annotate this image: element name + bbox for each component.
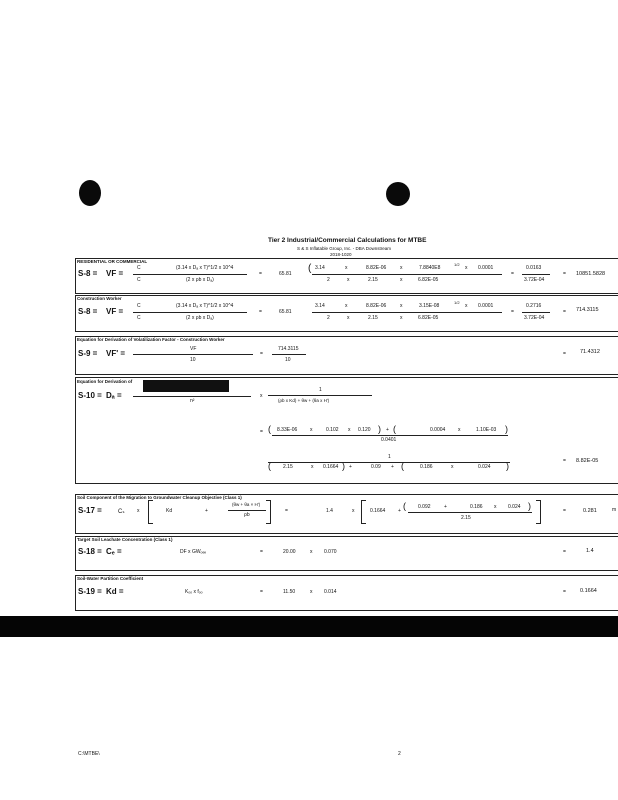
fraction-line xyxy=(133,274,247,275)
doc-year: 2018-1020 xyxy=(330,252,352,257)
fraction-line xyxy=(228,510,266,511)
section-label: Construction Worker xyxy=(77,296,122,301)
frac-den: ρb xyxy=(244,512,250,518)
formula-denominator: (2 x ρb x Dₐ) xyxy=(186,277,214,283)
result-value: 714.3115 xyxy=(576,307,599,313)
num-1: 3.14 xyxy=(315,303,325,309)
equals: = xyxy=(563,508,566,514)
paren-open: ( xyxy=(268,461,271,471)
equation-var: VF' = xyxy=(106,349,126,358)
equals: = xyxy=(511,309,514,315)
r2-v2: 0.102 xyxy=(326,427,339,433)
den-3: 6.82E-05 xyxy=(418,315,439,321)
c-den: C xyxy=(137,277,141,283)
equation-id: S-9 = xyxy=(78,349,98,358)
eq: = xyxy=(260,589,263,595)
r2-v3: 0.120 xyxy=(358,427,371,433)
formula: Kₒₒ x fₒₒ xyxy=(185,589,203,595)
r3-v1: 2.15 xyxy=(283,464,293,470)
num-4: 0.0001 xyxy=(478,265,494,271)
num-2: 8.82E-06 xyxy=(366,303,387,309)
page-number: 2 xyxy=(398,751,401,757)
fraction-line xyxy=(272,354,306,355)
fraction-line xyxy=(312,312,502,313)
equals: = xyxy=(563,271,566,277)
fraction-line xyxy=(133,354,253,355)
times: x xyxy=(260,393,263,399)
formula: DF x GWₒₑₑ xyxy=(180,549,207,555)
equation-id: S-8 = xyxy=(78,307,98,316)
op: x xyxy=(310,427,313,433)
plus: + xyxy=(398,508,401,514)
footer-path: C:\MTBE\ xyxy=(78,751,100,757)
equation-var: Dₐ = xyxy=(106,391,122,400)
c-den: C xyxy=(137,315,141,321)
equals: = xyxy=(563,589,566,595)
result-num: 0.0163 xyxy=(526,265,542,271)
formula-denominator: (2 x ρb x Dₐ) xyxy=(186,315,214,321)
r2-v5: 1.10E-03 xyxy=(476,427,497,433)
section-s19 xyxy=(75,575,618,611)
eq-sign: = xyxy=(259,309,262,315)
num-2: 8.82E-06 xyxy=(366,265,387,271)
op: x xyxy=(347,315,350,321)
equals: = xyxy=(563,309,566,315)
result-value: 71.4312 xyxy=(580,349,600,355)
scan-band xyxy=(0,616,618,637)
equals: = xyxy=(563,351,566,357)
coef: 65.81 xyxy=(279,309,292,315)
fraction-line xyxy=(268,462,510,463)
den-2: 2.15 xyxy=(368,315,378,321)
section-label: Soil-Water Partition Coefficient xyxy=(77,576,144,581)
times: x xyxy=(352,508,355,514)
r3-v4: 0.186 xyxy=(420,464,433,470)
r2-v1: 8.33E-06 xyxy=(277,427,298,433)
op: x xyxy=(347,277,350,283)
result-num: 0.2716 xyxy=(526,303,542,309)
equation-var: VF = xyxy=(106,307,124,316)
v1: 20.00 xyxy=(283,549,296,555)
den-3: 6.82E-05 xyxy=(418,277,439,283)
formula-den: 10 xyxy=(190,357,196,363)
plus: + xyxy=(205,508,208,514)
redaction-bar xyxy=(143,380,229,392)
equation-var: Cₛ xyxy=(118,509,125,515)
formula-numerator: (3.14 x Dₐ x T)^1/2 x 10^4 xyxy=(176,303,234,309)
paren-close: ) xyxy=(528,501,531,511)
op: x xyxy=(345,265,348,271)
section-label: Target Soil Leachate Concentration (Class 1) xyxy=(77,537,173,542)
equals: = xyxy=(260,351,263,357)
exponent: 1/2 xyxy=(454,262,460,267)
equation-id: S-19 = xyxy=(78,587,102,596)
eq: = xyxy=(285,508,288,514)
op: x xyxy=(465,265,468,271)
v2: 0.014 xyxy=(324,589,337,595)
r2-v4: 0.0004 xyxy=(430,427,446,433)
op: + xyxy=(391,464,394,470)
v2: 0.070 xyxy=(324,549,337,555)
fraction-line xyxy=(133,396,251,397)
fraction-line xyxy=(268,395,372,396)
result-value: 1.4 xyxy=(586,548,594,554)
coef: 65.81 xyxy=(279,271,292,277)
op: x xyxy=(458,427,461,433)
num-4: 0.0001 xyxy=(478,303,494,309)
eq-sign: = xyxy=(259,271,262,277)
num-1: 3.14 xyxy=(315,265,325,271)
in1: 0.092 xyxy=(418,504,431,510)
section-s10 xyxy=(75,377,618,484)
paren-close: ) xyxy=(506,461,509,471)
fraction-line xyxy=(522,274,550,275)
paren-open: ( xyxy=(268,424,271,434)
v2: 0.1664 xyxy=(370,508,386,514)
r3-v5: 0.024 xyxy=(478,464,491,470)
paren-open: ( xyxy=(308,263,312,274)
fraction-line xyxy=(133,312,247,313)
bracket-left xyxy=(148,500,153,524)
section-label: Soil Component of the Migration to Groundwater Cleanup Objective (Class 1) xyxy=(77,495,242,500)
doc-subtitle: S & S Inflatable Group, Inc. - DBA Downstream xyxy=(297,246,392,251)
paren-open: ( xyxy=(401,461,404,471)
hole-punch-right xyxy=(386,182,410,206)
equation-var: Kd = xyxy=(106,587,124,596)
equation-id: S-17 = xyxy=(78,506,102,515)
fraction-line xyxy=(312,274,502,275)
paren-open: ( xyxy=(393,424,396,434)
section-s8-construction xyxy=(75,295,618,332)
doc-title: Tier 2 Industrial/Commercial Calculations for MTBE xyxy=(268,237,427,244)
times: x xyxy=(310,549,313,555)
op: x xyxy=(494,504,497,510)
frac-den: n² xyxy=(190,398,195,404)
in2: 0.186 xyxy=(470,504,483,510)
r2-den: 0.0401 xyxy=(381,437,397,443)
op: x xyxy=(345,303,348,309)
v1: 1.4 xyxy=(326,508,333,514)
val-den: 10 xyxy=(285,357,291,363)
r3-num: 1 xyxy=(388,454,391,460)
result-value: 10851.5828 xyxy=(576,271,606,277)
den-1: 2 xyxy=(327,315,330,321)
equals: = xyxy=(563,549,566,555)
paren-close: ) xyxy=(378,424,381,434)
result-value: 0.1664 xyxy=(580,588,597,594)
r3-v2: 0.1664 xyxy=(323,464,339,470)
op: x xyxy=(400,315,403,321)
result-den: 3.72E-04 xyxy=(524,277,545,283)
section-label: Equation for Derivation of xyxy=(77,379,133,384)
result-value: 8.82E-05 xyxy=(576,458,599,464)
unit: m xyxy=(612,507,617,513)
result-value: 0.281 xyxy=(583,508,597,514)
section-label: RESIDENTIAL OR COMMERCIAL xyxy=(77,259,148,264)
equals: = xyxy=(511,271,514,277)
op: x xyxy=(465,303,468,309)
c-num: C xyxy=(137,265,141,271)
op: x xyxy=(348,427,351,433)
equation-id: S-8 = xyxy=(78,269,98,278)
equation-id: S-10 = xyxy=(78,391,102,400)
bracket-right xyxy=(536,500,541,524)
op: x xyxy=(400,277,403,283)
fraction-line xyxy=(272,435,508,436)
result-den: 3.72E-04 xyxy=(524,315,545,321)
fraction-line xyxy=(408,512,532,513)
equals: = xyxy=(260,429,263,435)
r3-v3: 0.09 xyxy=(371,464,381,470)
den-2: 2.15 xyxy=(368,277,378,283)
num-3: 7.8840E8 xyxy=(419,265,441,271)
den-1: 2 xyxy=(327,277,330,283)
bracket-left xyxy=(361,500,366,524)
in-den: 2.15 xyxy=(461,515,471,521)
formula-numerator: (3.14 x Dₐ x T)^1/2 x 10^4 xyxy=(176,265,234,271)
num-3: 3.15E-08 xyxy=(419,303,440,309)
kd: Kd xyxy=(166,508,173,514)
exponent: 1/2 xyxy=(454,300,460,305)
paren-close: ) xyxy=(505,424,508,434)
fraction-line xyxy=(522,312,550,313)
op: x xyxy=(400,265,403,271)
val-num: 714.3115 xyxy=(278,346,299,352)
side-den: (ρb x Kd) + θw + (θa x H') xyxy=(278,398,330,403)
equation-var: VF = xyxy=(106,269,124,278)
op: + xyxy=(444,504,447,510)
frac-num: (θw + θa × H') xyxy=(232,502,261,507)
op: + xyxy=(349,464,352,470)
paren-open: ( xyxy=(403,501,406,511)
times: x xyxy=(137,508,140,514)
eq: = xyxy=(260,549,263,555)
side-num: 1 xyxy=(319,387,322,393)
hole-punch-left xyxy=(79,180,101,206)
op: x xyxy=(311,464,314,470)
section-label: Equation for Derivation of Volatilization Factor - Construction Worker xyxy=(77,337,225,342)
v1: 11.50 xyxy=(283,589,296,595)
c-num: C xyxy=(137,303,141,309)
equation-var: Cₑ = xyxy=(106,547,122,556)
op: x xyxy=(451,464,454,470)
paren-close: ) xyxy=(342,461,345,471)
times: x xyxy=(310,589,313,595)
bracket-right xyxy=(266,500,271,524)
in3: 0.024 xyxy=(508,504,521,510)
op: x xyxy=(400,303,403,309)
section-s8-residential xyxy=(75,258,618,294)
equals: = xyxy=(563,458,566,464)
op: + xyxy=(386,427,389,433)
equation-id: S-18 = xyxy=(78,547,102,556)
formula-num: VF xyxy=(190,346,197,352)
